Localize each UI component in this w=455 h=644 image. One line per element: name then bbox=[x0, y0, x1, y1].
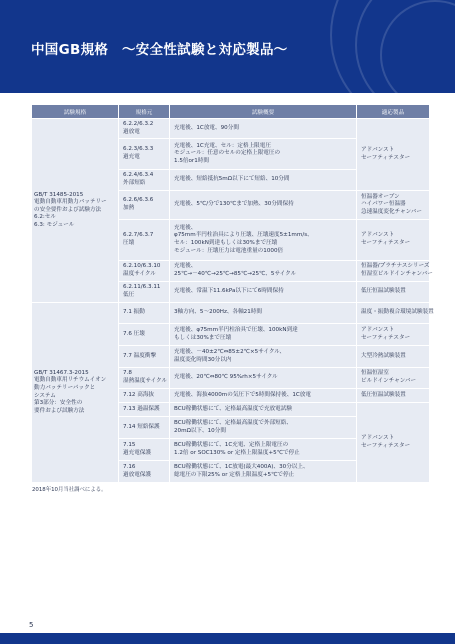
header-overview: 試験概要 bbox=[170, 105, 357, 119]
product-cell: アドバンスト セーフティテスター bbox=[357, 220, 430, 261]
overview-cell: BCU稼働状態にて、定格最高温度で充放電試験 bbox=[170, 403, 357, 417]
header-standard: 試験規格 bbox=[32, 105, 119, 119]
product-cell: 温度・振動複合環境試験装置 bbox=[357, 303, 430, 324]
overview-cell: 充電後、5℃/分で130℃まで加熱、30分間保持 bbox=[170, 191, 357, 220]
header-product: 適応製品 bbox=[357, 105, 430, 119]
section-cell: 6.2.10/6.3.10 温度サイクル bbox=[119, 261, 170, 282]
overview-cell: 充電後、常温下11.6kPa以下にて6時間保持 bbox=[170, 282, 357, 303]
spec-table bbox=[31, 104, 434, 483]
overview-cell: 充電後、20℃⇔80℃ 95%rh×5サイクル bbox=[170, 368, 357, 389]
overview-cell: 3軸方向、5～200Hz、各軸21時間 bbox=[170, 303, 357, 324]
section-cell: 6.2.6/6.3.6 加熱 bbox=[119, 191, 170, 220]
overview-cell: BCU稼働状態にて、1C充電、定格上限電圧の 1.2倍 or SOC130% or 定格上限温度+5℃で停止 bbox=[170, 439, 357, 461]
page-title: 中国GB規格 ～安全性試験と対応製品～ bbox=[31, 42, 288, 58]
product-cell: 低圧恒温試験装置 bbox=[357, 389, 430, 403]
section-cell: 6.2.3/6.3.3 過充電 bbox=[119, 139, 170, 170]
header-banner bbox=[0, 0, 455, 93]
section-cell: 6.2.11/6.3.11 低圧 bbox=[119, 282, 170, 303]
overview-cell: 充電後、1C充電、セル：定格上限電圧 モジュール：任意のセルの定格上限電圧の 1.5倍or1時間 bbox=[170, 139, 357, 170]
table-row bbox=[32, 119, 430, 139]
section-cell: 7.6 圧壊 bbox=[119, 324, 170, 346]
product-cell: アドバンスト セーフティテスター bbox=[357, 119, 430, 191]
overview-cell: 充電後、短絡抵抗5mΩ以下にて短絡、10分間 bbox=[170, 170, 357, 191]
overview-cell: BCU稼働状態にて、定格最高温度で外部短絡、 20mΩ以下、10分間 bbox=[170, 417, 357, 439]
overview-cell: BCU稼働状態にて、1C放電(最大400A)、30分以上、 総電圧の下限25% or 定格上限温度+5℃で停止 bbox=[170, 461, 357, 483]
overview-cell: 充電後、海抜4000mの気圧下で5時間保持後、1C放電 bbox=[170, 389, 357, 403]
table-row bbox=[32, 303, 430, 324]
product-cell: アドバンスト セーフティテスター bbox=[357, 324, 430, 346]
footnote: 2018年10月当社調べによる。 bbox=[32, 487, 107, 493]
overview-cell: 充電後、 25℃→－40℃→25℃→85℃→25℃、5サイクル bbox=[170, 261, 357, 282]
overview-cell: 充電後、1C放電、90分間 bbox=[170, 119, 357, 139]
header-source: 規格元 bbox=[119, 105, 170, 119]
product-cell: 恒温器/プラチナスシリーズ 恒湿室ビルドインチャンバー bbox=[357, 261, 430, 282]
section-cell: 6.2.2/6.3.2 過放電 bbox=[119, 119, 170, 139]
product-cell: 低圧恒温試験装置 bbox=[357, 282, 430, 303]
overview-cell: 充電後、 φ75mm半円柱治具により圧壊、圧壊速度5±1mm/s、 セル：100kN到達もしくは30%まで圧壊 モジュール：圧壊圧力は電池重量の1000倍 bbox=[170, 220, 357, 261]
page-number: 5 bbox=[29, 621, 34, 629]
section-cell: 7.8 湿熱温度サイクル bbox=[119, 368, 170, 389]
section-cell: 6.2.7/6.3.7 圧壊 bbox=[119, 220, 170, 261]
section-cell: 7.7 温度衝撃 bbox=[119, 346, 170, 368]
standard-cell: GB/T 31467.3-2015 電動自動車用リチウムイオン 動力バッテリーパックと システム 第3部分：安全性の 要件および試験方法 bbox=[32, 303, 119, 483]
overview-cell: 充電後、－40±2℃⇔85±2℃×5サイクル、 温度変化時間30分以内 bbox=[170, 346, 357, 368]
footer-band bbox=[0, 633, 455, 644]
section-cell: 7.1 振動 bbox=[119, 303, 170, 324]
section-cell: 7.12 高海抜 bbox=[119, 389, 170, 403]
product-cell: アドバンスト セーフティテスター bbox=[357, 403, 430, 483]
product-cell: 恒温恒湿室 ビルドインチャンバー bbox=[357, 368, 430, 389]
product-cell: 大型冷熱試験装置 bbox=[357, 346, 430, 368]
product-cell: 恒温器オーブン ハイパワー恒温器 急速温度変化チャンバー bbox=[357, 191, 430, 220]
section-cell: 7.13 過温保護 bbox=[119, 403, 170, 417]
standard-cell: GB/T 31485-2015 電動自動車用動力バッテリー の安全要件および試験方法 6.2:セル 6.3: モジュール bbox=[32, 119, 119, 303]
section-cell: 6.2.4/6.3.4 外部短絡 bbox=[119, 170, 170, 191]
section-cell: 7.15 過充電保護 bbox=[119, 439, 170, 461]
overview-cell: 充電後、φ75mm半円柱治具で圧壊、100kN到達 もしくは30%まで圧壊 bbox=[170, 324, 357, 346]
table-header-row bbox=[32, 105, 430, 119]
section-cell: 7.14 短絡保護 bbox=[119, 417, 170, 439]
section-cell: 7.16 過放電保護 bbox=[119, 461, 170, 483]
